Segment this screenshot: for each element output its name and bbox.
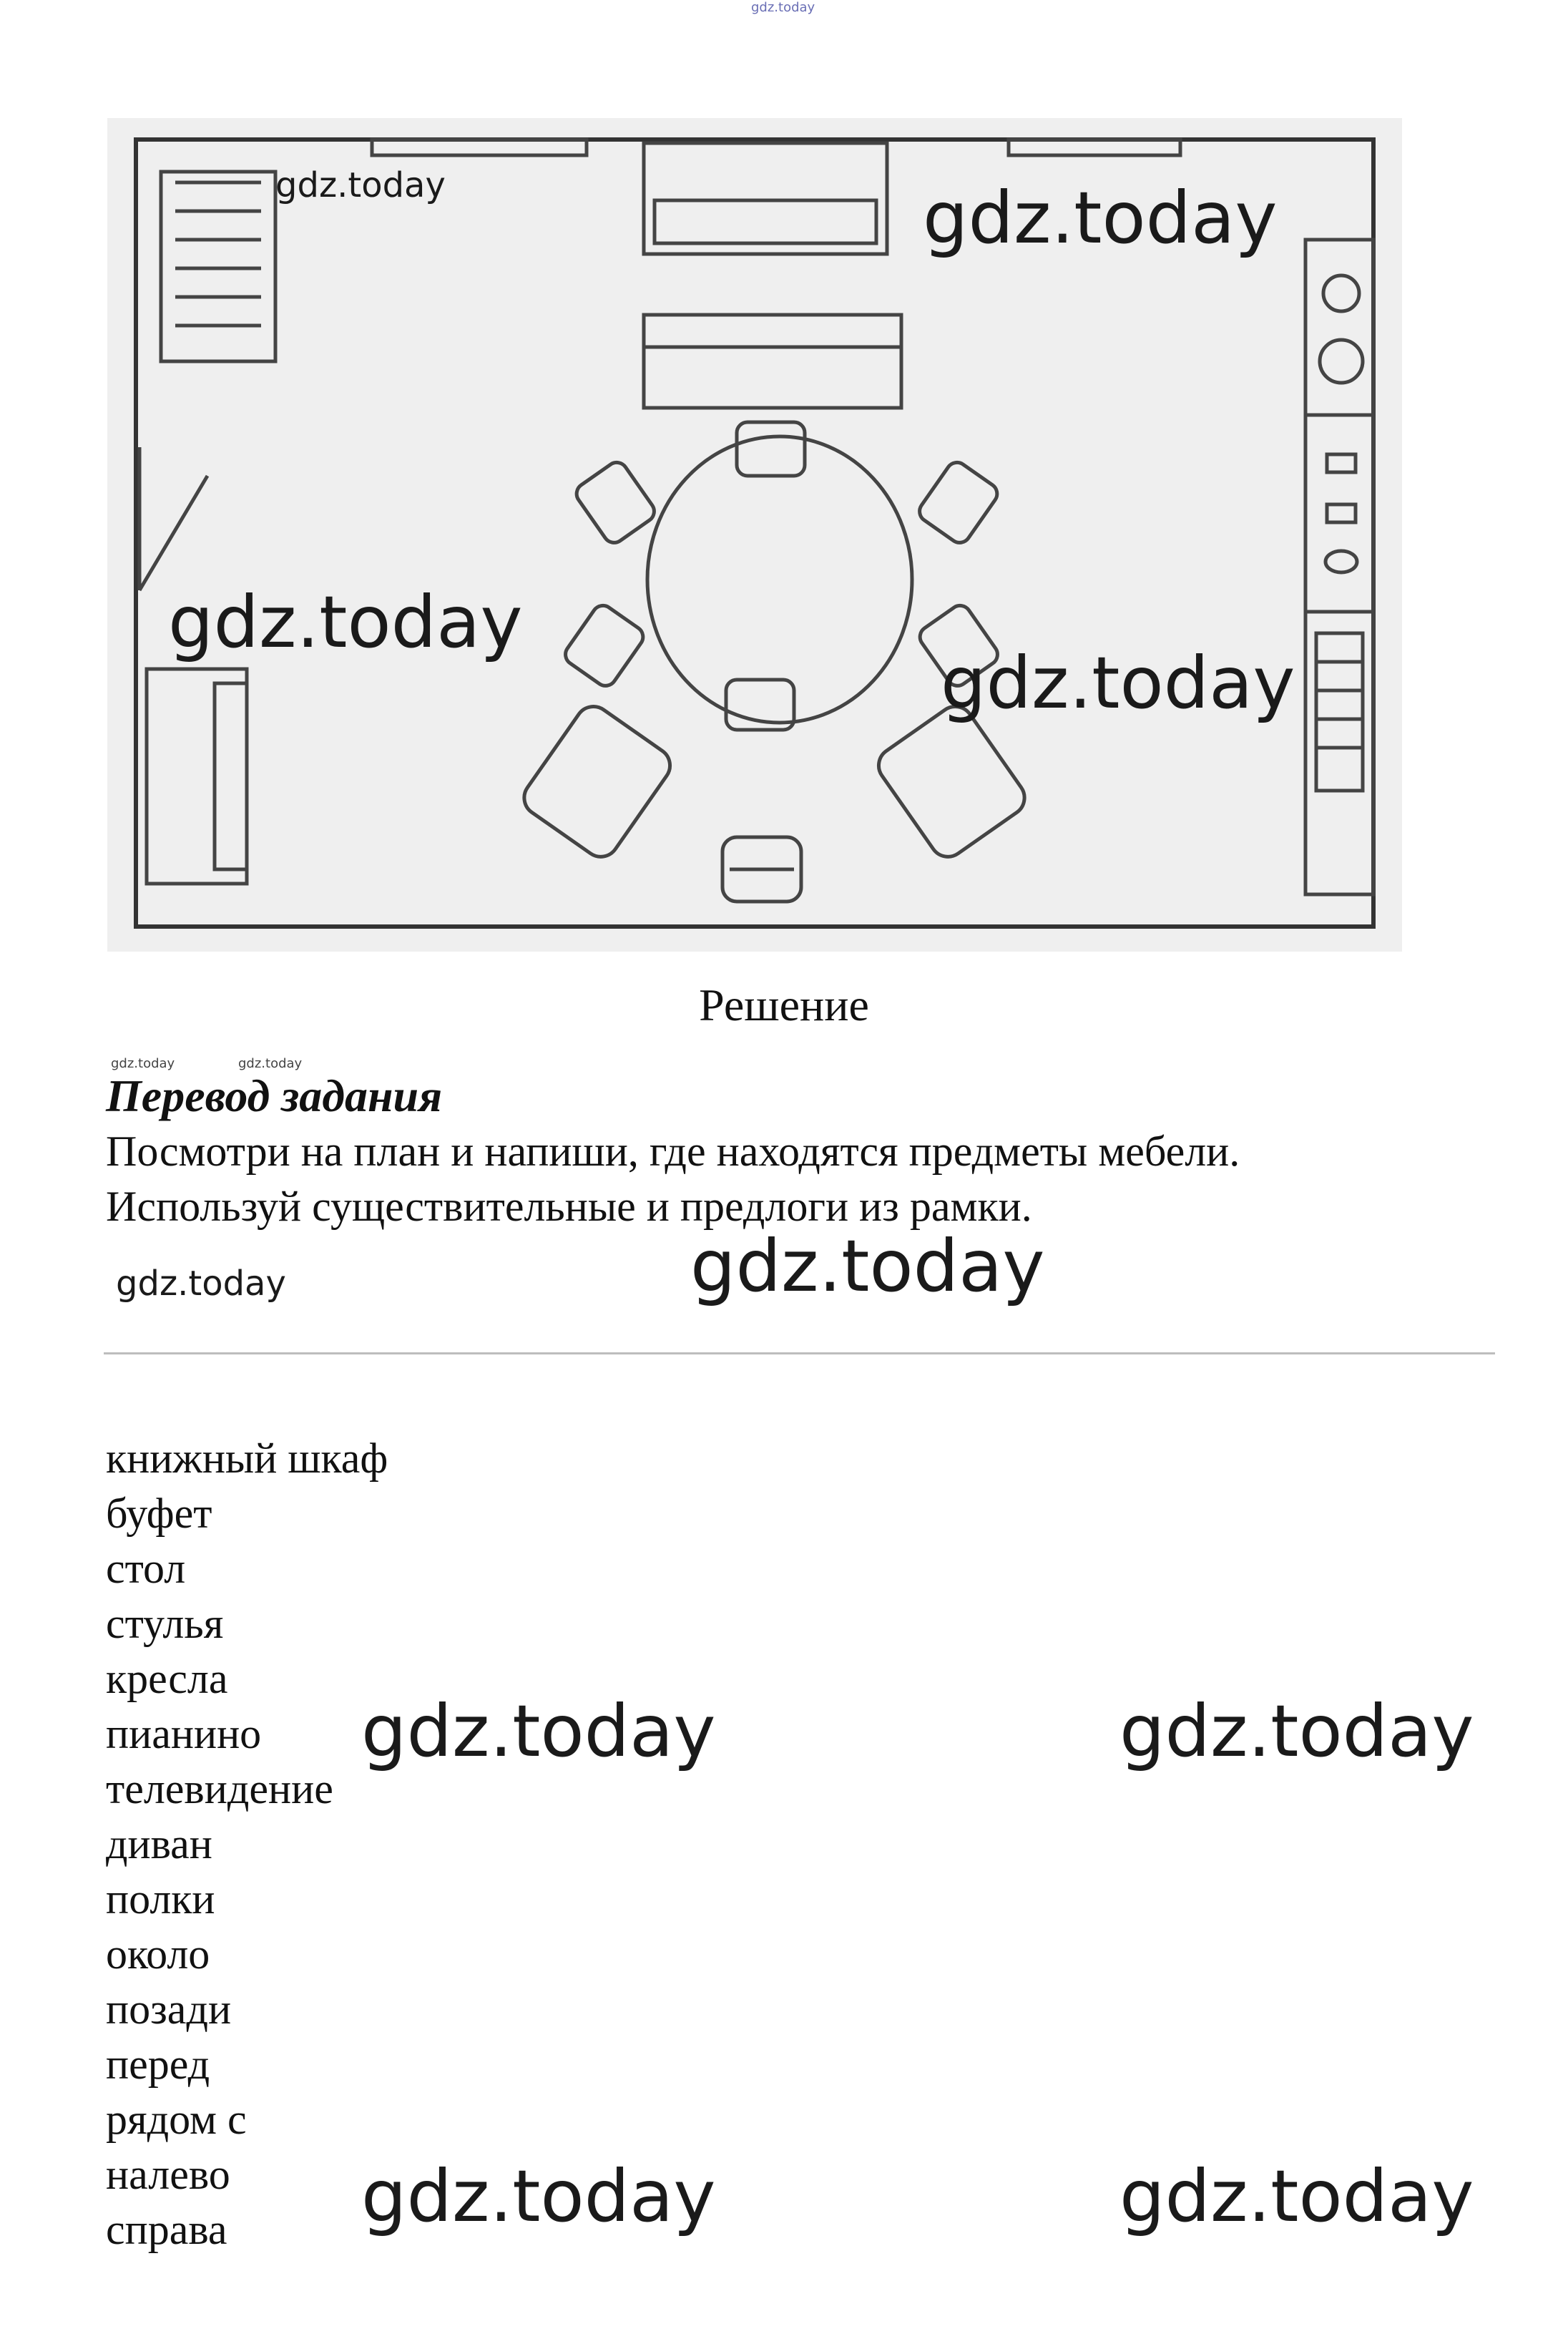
list-item: полки (106, 1875, 215, 1923)
list-item: справа (106, 2206, 227, 2253)
watermark: gdz.today (275, 165, 446, 205)
watermark: gdz.today (116, 1264, 286, 1304)
watermark: gdz.today (1119, 2154, 1474, 2238)
watermark: gdz.today (111, 1056, 175, 1071)
watermark: gdz.today (690, 1224, 1045, 1308)
watermark: gdz.today (238, 1056, 303, 1071)
list-item: рядом с (106, 2096, 247, 2143)
list-item: телевидение (106, 1765, 333, 1812)
watermark: gdz.today (361, 2154, 716, 2238)
list-item: перед (106, 2041, 210, 2088)
solution-heading: Решение (699, 980, 869, 1030)
list-item: кресла (106, 1655, 228, 1702)
list-item: налево (106, 2151, 230, 2198)
task-line: Посмотри на план и напиши, где находятся предметы мебели. (106, 1128, 1240, 1175)
list-item: пианино (106, 1710, 262, 1757)
list-item: книжный шкаф (106, 1435, 388, 1482)
list-item: стулья (106, 1600, 224, 1647)
list-item: позади (106, 1986, 232, 2033)
divider (104, 1352, 1495, 1354)
watermark: gdz.today (941, 641, 1295, 725)
word-list (106, 1431, 388, 2257)
list-item: стол (106, 1545, 186, 1592)
watermark: gdz.today (361, 1689, 716, 1773)
watermark: gdz.today (923, 176, 1278, 260)
task-line: Используй существительные и предлоги из рамки. (106, 1183, 1032, 1230)
top-watermark: gdz.today (751, 0, 815, 15)
watermark: gdz.today (168, 580, 523, 664)
list-item: диван (106, 1820, 212, 1867)
watermark: gdz.today (1119, 1689, 1474, 1773)
task-title: Перевод задания (106, 1070, 443, 1121)
list-item: буфет (106, 1490, 212, 1537)
list-item: около (106, 1930, 210, 1978)
